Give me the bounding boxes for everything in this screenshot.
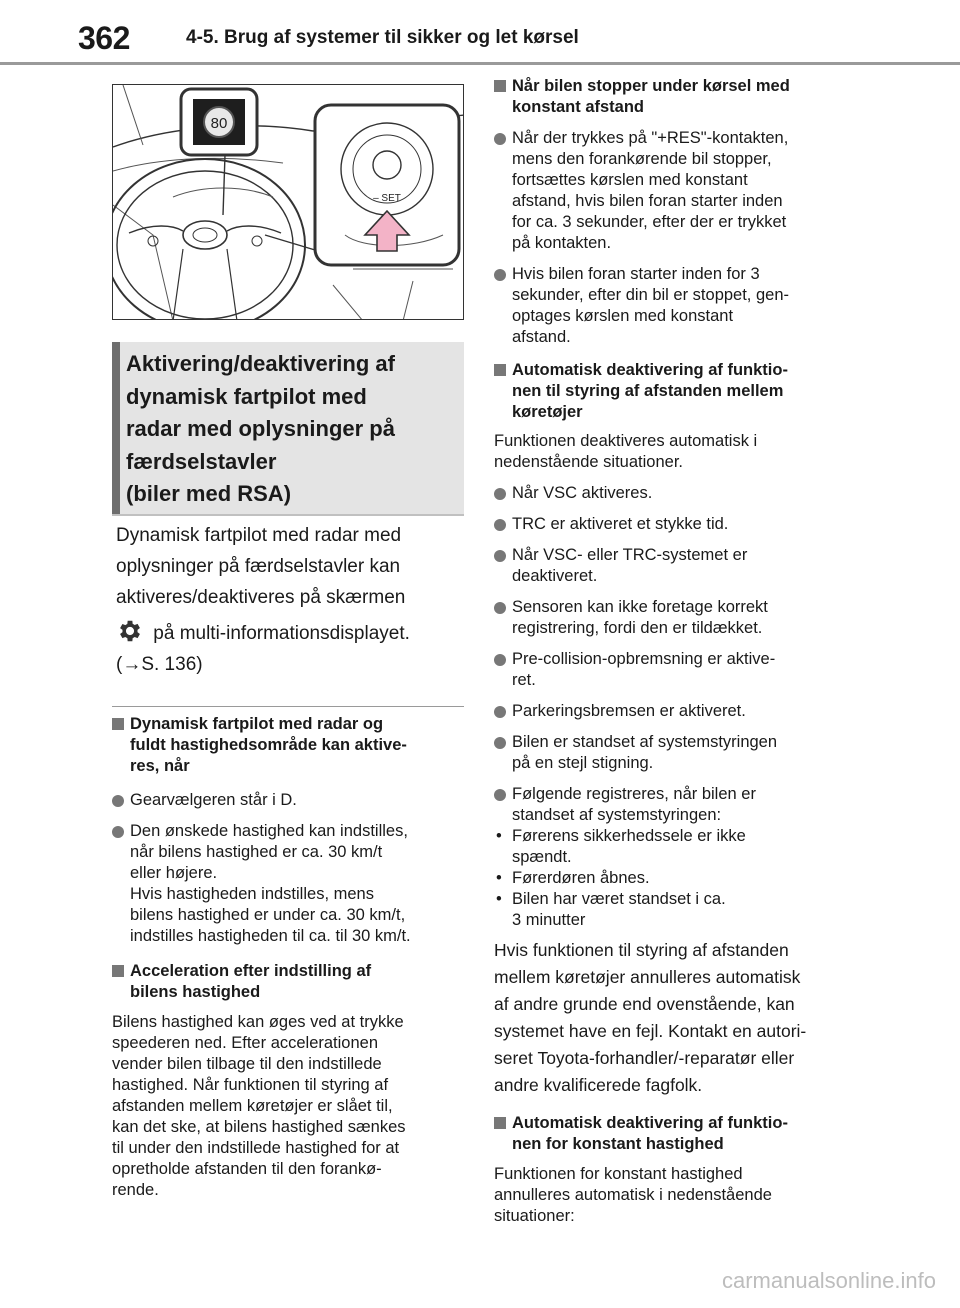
dashboard-drawing	[113, 85, 464, 320]
gear-icon	[116, 617, 144, 645]
bullet-line: ret.	[512, 671, 536, 689]
sub-heading-line: nen for konstant hastighed	[512, 1135, 724, 1153]
page-number: 362	[78, 20, 130, 56]
paragraph-line: kan det ske, at bilens hastighed sænkes	[112, 1118, 406, 1136]
divider	[112, 706, 464, 707]
paragraph-line: andre kvalificerede fagfolk.	[494, 1075, 703, 1095]
section-title-line: færdselstavler	[126, 448, 277, 474]
section-heading-box	[112, 342, 464, 514]
circle-bullet-icon	[494, 269, 506, 281]
bullet-line: indstilles hastigheden til ca. til 30 km/t.	[130, 927, 411, 945]
bullet-item	[112, 790, 464, 811]
sub-heading	[494, 360, 854, 423]
intro-line: oplysninger på færdselstavler kan	[116, 556, 401, 577]
bullet-line: Pre-collision-opbremsning er aktive-	[512, 650, 776, 668]
bullet-line: Hvis bilen foran starter inden for 3	[512, 265, 760, 283]
circle-bullet-icon	[494, 519, 506, 531]
bullet-item	[494, 597, 854, 639]
bullet-item	[494, 732, 854, 774]
sub-list-item: • Førerdøren åbnes.	[496, 869, 650, 887]
circle-bullet-icon	[494, 737, 506, 749]
paragraph-line: vender bilen tilbage til den indstillede	[112, 1055, 382, 1073]
bullet-line: Når VSC- eller TRC-systemet er	[512, 546, 748, 564]
circle-bullet-icon	[112, 795, 124, 807]
sub-heading-line: konstant afstand	[512, 98, 645, 116]
paragraph	[494, 937, 854, 1099]
bullet-line: Hvis hastigheden indstilles, mens	[130, 885, 374, 903]
circle-bullet-icon	[494, 550, 506, 562]
bullet-item	[494, 701, 854, 722]
bullet-line: Sensoren kan ikke foretage korrekt	[512, 598, 768, 616]
circle-bullet-icon	[494, 706, 506, 718]
paragraph-line: systemet have en fejl. Kontakt en autori-	[494, 1021, 807, 1041]
bullet-line: mens den forankørende bil stopper,	[512, 150, 772, 168]
bullet-item	[494, 649, 854, 691]
square-bullet-icon	[494, 1117, 506, 1129]
bullet-line: sekunder, efter din bil er stoppet, gen-	[512, 286, 790, 304]
paragraph-line: annulleres automatisk i nedenstående	[494, 1186, 772, 1204]
sub-heading-line: bilens hastighed	[130, 983, 261, 1001]
bullet-item	[494, 128, 854, 254]
bullet-line: afstand, hvis bilen foran starter inden	[512, 192, 783, 210]
bullet-line: Den ønskede hastighed kan indstilles,	[130, 822, 408, 840]
paragraph-line: Hvis funktionen til styring af afstanden	[494, 940, 789, 960]
intro-icon-line	[116, 617, 466, 649]
bullet-line: bilens hastighed er under ca. 30 km/t,	[130, 906, 406, 924]
paragraph-line: rende.	[112, 1181, 159, 1199]
paragraph-line: seret Toyota-forhandler/-reparatør eller	[494, 1048, 795, 1068]
bullet-item	[494, 483, 854, 504]
bullet-item	[494, 545, 854, 587]
paragraph	[494, 431, 854, 473]
sub-list-item: • Førerens sikkerhedssele er ikke	[496, 827, 746, 845]
bullet-line: standset af systemstyringen:	[512, 806, 722, 824]
sub-list-item-continued: 3 minutter	[512, 911, 586, 929]
bullet-line: deaktiveret.	[512, 567, 598, 585]
bullet-line: når bilens hastighed er ca. 30 km/t	[130, 843, 383, 861]
sub-heading-line: Når bilen stopper under kørsel med	[512, 77, 790, 95]
sub-heading-line: nen til styring af afstanden mellem	[512, 382, 784, 400]
circle-bullet-icon	[494, 133, 506, 145]
bullet-item	[494, 514, 854, 535]
sub-list-item-continued: spændt.	[512, 848, 572, 866]
intro-line: Dynamisk fartpilot med radar med	[116, 525, 402, 546]
paragraph-line: mellem køretøjer annulleres automatisk	[494, 967, 801, 987]
paragraph-line: til under den indstillede hastighed for at	[112, 1139, 400, 1157]
section-title-line: radar med oplysninger på	[126, 416, 395, 441]
sub-list	[494, 826, 854, 931]
bullet-line: Følgende registreres, når bilen er	[512, 785, 756, 803]
paragraph-line: speederen ned. Efter accelerationen	[112, 1034, 379, 1052]
paragraph	[494, 1164, 854, 1227]
section-title-line: dynamisk fartpilot med	[126, 383, 367, 409]
bullet-item	[494, 264, 854, 348]
section-title-line: (biler med RSA)	[126, 481, 292, 506]
sub-heading-line: fuldt hastighedsområde kan aktive-	[130, 736, 407, 754]
square-bullet-icon	[494, 80, 506, 92]
sub-heading-line: Automatisk deaktivering af funktio-	[512, 1114, 788, 1132]
bullet-line: på en stejl stigning.	[512, 754, 654, 772]
left-column-content	[112, 714, 464, 1201]
square-bullet-icon	[112, 965, 124, 977]
section-title	[126, 348, 456, 511]
paragraph-line: situationer:	[494, 1207, 575, 1225]
paragraph-line: afstanden mellem køretøjer er slået til,	[112, 1097, 393, 1115]
bullet-line: eller højere.	[130, 864, 218, 882]
set-switch-label: – SET	[373, 193, 401, 204]
paragraph-line: hastighed. Når funktionen til styring af	[112, 1076, 389, 1094]
bullet-line: på kontakten.	[512, 234, 612, 252]
circle-bullet-icon	[494, 602, 506, 614]
paragraph-line: af andre grunde end ovenstående, kan	[494, 994, 795, 1014]
sub-heading-line: Acceleration efter indstilling af	[130, 962, 372, 980]
paragraph-line: Funktionen for konstant hastighed	[494, 1165, 743, 1183]
circle-bullet-icon	[494, 789, 506, 801]
section-accent-bar	[112, 342, 120, 514]
bullet-line: Bilen er standset af systemstyringen	[512, 733, 778, 751]
circle-bullet-icon	[112, 826, 124, 838]
section-underline	[112, 514, 464, 516]
right-column-content	[494, 76, 854, 1227]
bullet-line: Når der trykkes på "+RES"-kontakten,	[512, 129, 789, 147]
bullet-line: fortsættes kørslen med konstant	[512, 171, 748, 189]
paragraph-line: opretholde afstanden til den forankø-	[112, 1160, 382, 1178]
circle-bullet-icon	[494, 488, 506, 500]
bullet-line: Når VSC aktiveres.	[512, 484, 653, 502]
intro-line: aktiveres/deaktiveres på skærmen	[116, 587, 406, 608]
bullet-line: Parkeringsbremsen er aktiveret.	[512, 702, 746, 720]
set-speed-readout: 80	[210, 115, 228, 132]
bullet-line: optages kørslen med konstant	[512, 307, 734, 325]
section-title-line: Aktivering/deaktivering af	[126, 351, 395, 376]
bullet-line: afstand.	[512, 328, 571, 346]
paragraph-line: Bilens hastighed kan øges ved at trykke	[112, 1013, 404, 1031]
circle-bullet-icon	[494, 654, 506, 666]
bullet-item	[112, 821, 464, 947]
paragraph-line: nedenstående situationer.	[494, 453, 683, 471]
paragraph-line: Funktionen deaktiveres automatisk i	[494, 432, 758, 450]
watermark: carmanualsonline.info	[721, 1268, 936, 1293]
bullet-line: Gearvælgeren står i D.	[130, 791, 297, 809]
sub-heading	[112, 961, 464, 1003]
sub-heading-line: køretøjer	[512, 403, 583, 421]
intro-paragraph	[116, 520, 466, 680]
sub-heading	[494, 1113, 854, 1155]
bullet-item	[494, 784, 854, 826]
sub-heading-line: Automatisk deaktivering af funktio-	[512, 361, 788, 379]
sub-heading-line: Dynamisk fartpilot med radar og	[130, 715, 384, 733]
chapter-title: 4-5. Brug af systemer til sikker og let kørsel	[186, 27, 579, 48]
bullet-line: TRC er aktiveret et stykke tid.	[512, 515, 729, 533]
square-bullet-icon	[494, 364, 506, 376]
paragraph	[112, 1012, 464, 1201]
square-bullet-icon	[112, 718, 124, 730]
sub-list-item: • Bilen har været standset i ca.	[496, 890, 726, 908]
sub-heading-line: res, når	[130, 757, 190, 775]
bullet-line: registrering, fordi den er tildækket.	[512, 619, 763, 637]
steering-wheel-illustration	[112, 84, 464, 320]
sub-heading	[494, 76, 854, 118]
sub-heading	[112, 714, 464, 777]
bullet-line: for ca. 3 sekunder, efter der er trykket	[512, 213, 787, 231]
cross-reference: (→S. 136)	[116, 654, 203, 675]
intro-icon-text: på multi-informationsdisplayet.	[148, 623, 410, 644]
header-rule	[0, 62, 960, 65]
